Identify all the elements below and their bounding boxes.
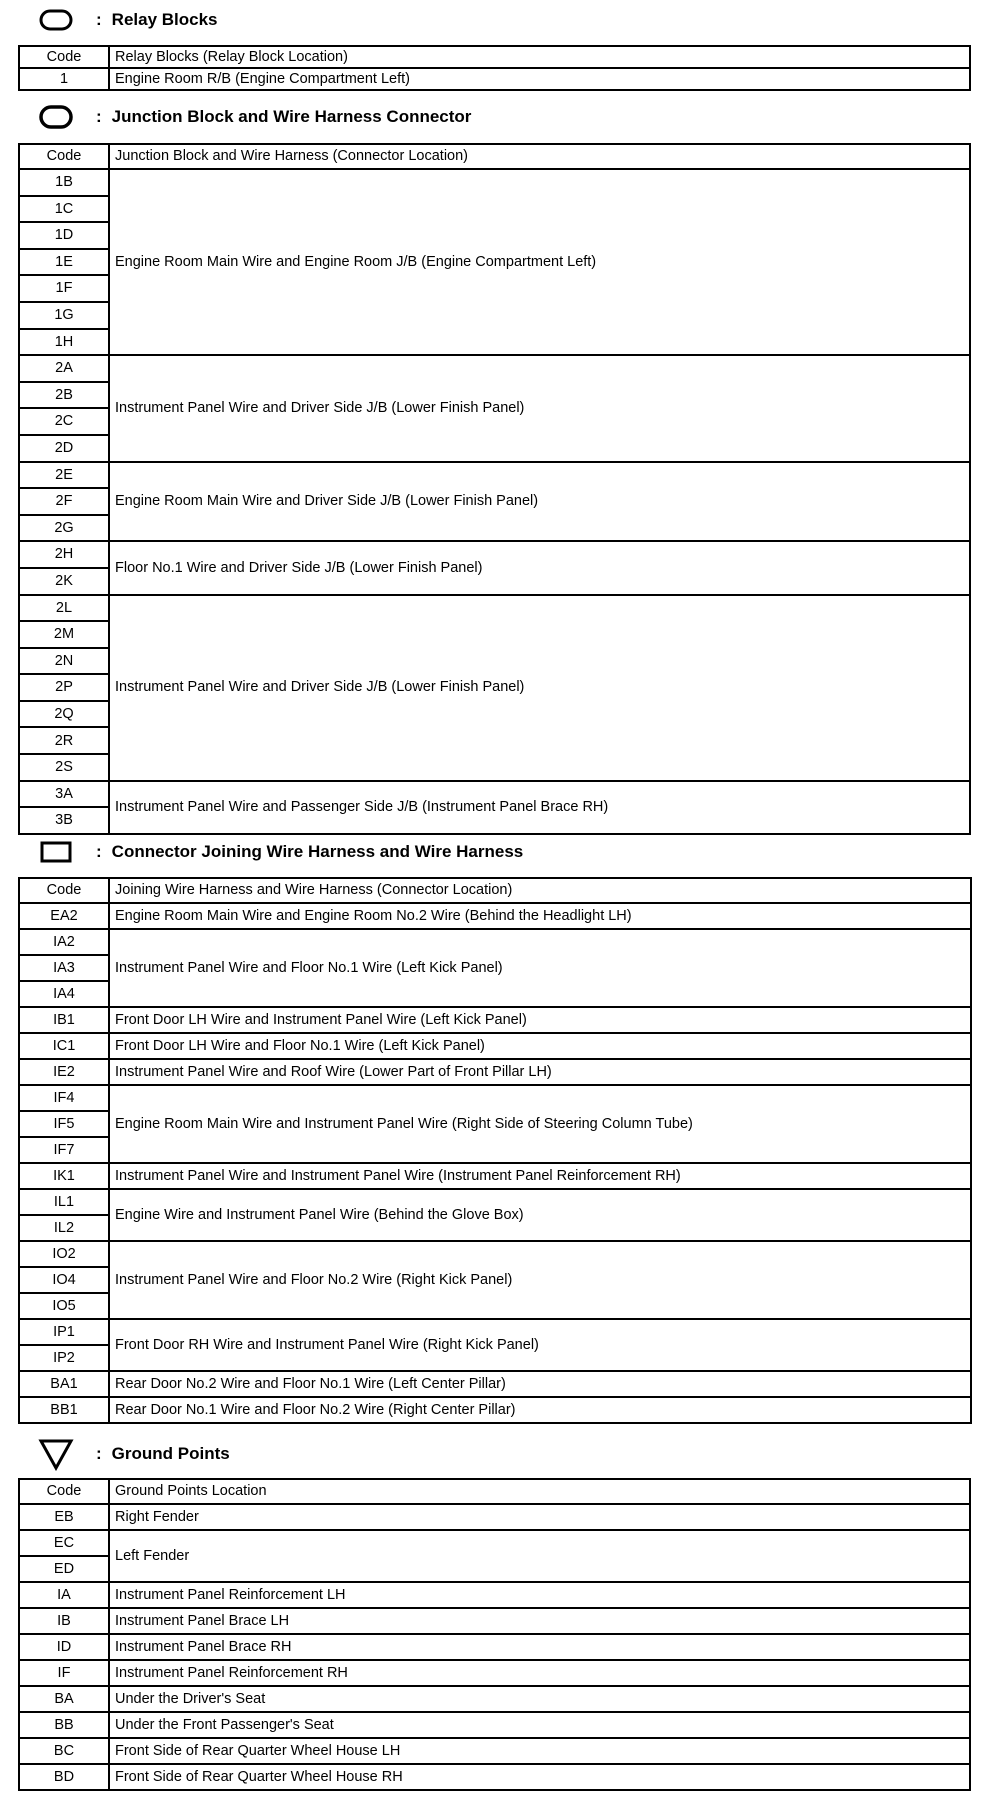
connector-code-cell: IA <box>19 1582 109 1608</box>
joining-section-header <box>38 838 523 866</box>
connector-code-cell: IL2 <box>19 1215 109 1241</box>
location-cell: Instrument Panel Wire and Passenger Side J/B (Instrument Panel Brace RH) <box>109 781 970 834</box>
ground-section-colon: : <box>96 1444 102 1463</box>
connector-code-cell: IA4 <box>19 981 109 1007</box>
relay-blocks-table <box>18 45 971 91</box>
location-cell: Floor No.1 Wire and Driver Side J/B (Lower Finish Panel) <box>109 541 970 594</box>
connector-code-cell: 1C <box>19 196 109 223</box>
table-row <box>19 1007 971 1033</box>
location-column-header: Relay Blocks (Relay Block Location) <box>109 46 970 68</box>
connector-code-cell: 3B <box>19 807 109 834</box>
junction-block-oval-icon <box>38 104 74 130</box>
table-row <box>19 1371 971 1397</box>
connector-code-cell: BB <box>19 1712 109 1738</box>
code-column-header: Code <box>19 46 109 68</box>
connector-code-cell: BD <box>19 1764 109 1790</box>
table-row <box>19 68 970 90</box>
table-row <box>19 1530 970 1556</box>
connector-code-cell: IB <box>19 1608 109 1634</box>
connector-code-cell: IO2 <box>19 1241 109 1267</box>
connector-code-cell: 2K <box>19 568 109 595</box>
connector-code-cell: IF <box>19 1660 109 1686</box>
location-cell: Front Door LH Wire and Floor No.1 Wire (Left Kick Panel) <box>109 1033 971 1059</box>
location-cell: Right Fender <box>109 1504 970 1530</box>
ground-points-table <box>18 1478 971 1791</box>
table-row <box>19 1634 970 1660</box>
location-cell: Engine Room Main Wire and Engine Room No.2 Wire (Behind the Headlight LH) <box>109 903 971 929</box>
connector-code-cell: IK1 <box>19 1163 109 1189</box>
connector-code-cell: ED <box>19 1556 109 1582</box>
table-row <box>19 1241 971 1267</box>
table-row <box>19 1033 971 1059</box>
location-cell: Under the Driver's Seat <box>109 1686 970 1712</box>
table-row <box>19 1163 971 1189</box>
location-cell: Front Door LH Wire and Instrument Panel Wire (Left Kick Panel) <box>109 1007 971 1033</box>
connector-code-cell: ID <box>19 1634 109 1660</box>
location-column-header: Joining Wire Harness and Wire Harness (Connector Location) <box>109 878 971 903</box>
location-cell: Engine Room R/B (Engine Compartment Left) <box>109 68 970 90</box>
location-cell: Instrument Panel Wire and Instrument Panel Wire (Instrument Panel Reinforcement RH) <box>109 1163 971 1189</box>
connector-code-cell: 2B <box>19 382 109 409</box>
connector-code-cell: IP2 <box>19 1345 109 1371</box>
connector-code-cell: IL1 <box>19 1189 109 1215</box>
location-cell: Engine Room Main Wire and Instrument Panel Wire (Right Side of Steering Column Tube) <box>109 1085 971 1163</box>
table-row <box>19 1504 970 1530</box>
table-row <box>19 1686 970 1712</box>
connector-code-cell: 1G <box>19 302 109 329</box>
location-cell: Instrument Panel Brace LH <box>109 1608 970 1634</box>
connector-code-cell: 2G <box>19 515 109 542</box>
connector-code-cell: BA <box>19 1686 109 1712</box>
connector-code-cell: 2L <box>19 595 109 622</box>
location-cell: Engine Room Main Wire and Engine Room J/B (Engine Compartment Left) <box>109 169 970 355</box>
connector-code-cell: 1F <box>19 275 109 302</box>
connector-code-cell: BC <box>19 1738 109 1764</box>
table-row <box>19 541 970 568</box>
table-row <box>19 1397 971 1423</box>
connector-code-cell: 1B <box>19 169 109 196</box>
table-row <box>19 169 970 196</box>
connector-code-cell: 1H <box>19 329 109 356</box>
location-cell: Under the Front Passenger's Seat <box>109 1712 970 1738</box>
table-row <box>19 355 970 382</box>
connector-code-cell: BB1 <box>19 1397 109 1423</box>
connector-joining-table <box>18 877 972 1424</box>
joining-section-title: Connector Joining Wire Harness and Wire Harness <box>111 842 524 861</box>
relay-block-oval-icon <box>38 8 74 32</box>
connector-code-cell: IO4 <box>19 1267 109 1293</box>
connector-code-cell: 2N <box>19 648 109 675</box>
connector-code-cell: IA2 <box>19 929 109 955</box>
ground-section-header <box>38 1437 230 1471</box>
location-cell: Front Side of Rear Quarter Wheel House LH <box>109 1738 970 1764</box>
junction-block-table <box>18 143 971 835</box>
table-row <box>19 1738 970 1764</box>
location-cell: Rear Door No.1 Wire and Floor No.2 Wire (Right Center Pillar) <box>109 1397 971 1423</box>
location-cell: Instrument Panel Reinforcement LH <box>109 1582 970 1608</box>
relay-section-colon: : <box>96 10 102 29</box>
junction-section-header <box>38 103 471 131</box>
connector-code-cell: 2H <box>19 541 109 568</box>
code-column-header: Code <box>19 144 109 169</box>
connector-code-cell: EC <box>19 1530 109 1556</box>
code-column-header: Code <box>19 878 109 903</box>
table-row <box>19 462 970 489</box>
connector-code-cell: EB <box>19 1504 109 1530</box>
table-row <box>19 1712 970 1738</box>
connector-square-icon <box>38 839 74 865</box>
location-column-header: Junction Block and Wire Harness (Connector Location) <box>109 144 970 169</box>
junction-section-colon: : <box>96 107 102 126</box>
connector-code-cell: 2C <box>19 408 109 435</box>
connector-code-cell: BA1 <box>19 1371 109 1397</box>
table-row <box>19 1608 970 1634</box>
connector-code-cell: IB1 <box>19 1007 109 1033</box>
table-row <box>19 1085 971 1111</box>
location-cell: Instrument Panel Brace RH <box>109 1634 970 1660</box>
location-cell: Instrument Panel Wire and Floor No.1 Wire (Left Kick Panel) <box>109 929 971 1007</box>
location-cell: Front Side of Rear Quarter Wheel House RH <box>109 1764 970 1790</box>
table-row <box>19 929 971 955</box>
connector-code-cell: 1D <box>19 222 109 249</box>
location-column-header: Ground Points Location <box>109 1479 970 1504</box>
location-cell: Engine Room Main Wire and Driver Side J/B (Lower Finish Panel) <box>109 462 970 542</box>
connector-code-cell: IF4 <box>19 1085 109 1111</box>
connector-code-cell: 3A <box>19 781 109 808</box>
code-column-header: Code <box>19 1479 109 1504</box>
table-row <box>19 1319 971 1345</box>
connector-code-cell: IP1 <box>19 1319 109 1345</box>
table-row <box>19 1764 970 1790</box>
table-row <box>19 1189 971 1215</box>
connector-code-cell: 2F <box>19 488 109 515</box>
connector-code-cell: IF5 <box>19 1111 109 1137</box>
relay-section-header <box>38 6 218 34</box>
ground-section-title: Ground Points <box>111 1444 230 1463</box>
table-row <box>19 1660 970 1686</box>
table-row <box>19 1582 970 1608</box>
location-cell: Instrument Panel Wire and Driver Side J/B (Lower Finish Panel) <box>109 355 970 461</box>
connector-code-cell: 2E <box>19 462 109 489</box>
location-cell: Instrument Panel Wire and Roof Wire (Lower Part of Front Pillar LH) <box>109 1059 971 1085</box>
connector-code-cell: IE2 <box>19 1059 109 1085</box>
connector-code-cell: 2D <box>19 435 109 462</box>
location-cell: Engine Wire and Instrument Panel Wire (Behind the Glove Box) <box>109 1189 971 1241</box>
connector-code-cell: 2R <box>19 727 109 754</box>
connector-code-cell: 2Q <box>19 701 109 728</box>
ground-point-triangle-icon <box>38 1437 74 1471</box>
table-row <box>19 903 971 929</box>
junction-section-title: Junction Block and Wire Harness Connector <box>111 107 472 126</box>
location-cell: Front Door RH Wire and Instrument Panel Wire (Right Kick Panel) <box>109 1319 971 1371</box>
table-row <box>19 1059 971 1085</box>
location-cell: Instrument Panel Wire and Floor No.2 Wire (Right Kick Panel) <box>109 1241 971 1319</box>
connector-code-cell: 2M <box>19 621 109 648</box>
connector-code-cell: 1 <box>19 68 109 90</box>
connector-code-cell: IO5 <box>19 1293 109 1319</box>
connector-code-cell: EA2 <box>19 903 109 929</box>
connector-code-cell: IA3 <box>19 955 109 981</box>
joining-section-colon: : <box>96 842 102 861</box>
connector-code-cell: IC1 <box>19 1033 109 1059</box>
connector-code-cell: IF7 <box>19 1137 109 1163</box>
table-row <box>19 595 970 622</box>
location-cell: Left Fender <box>109 1530 970 1582</box>
table-row <box>19 781 970 808</box>
connector-code-cell: 2P <box>19 674 109 701</box>
relay-section-title: Relay Blocks <box>111 10 218 29</box>
connector-code-cell: 2A <box>19 355 109 382</box>
connector-code-cell: 2S <box>19 754 109 781</box>
location-cell: Rear Door No.2 Wire and Floor No.1 Wire (Left Center Pillar) <box>109 1371 971 1397</box>
connector-code-cell: 1E <box>19 249 109 276</box>
location-cell: Instrument Panel Reinforcement RH <box>109 1660 970 1686</box>
location-cell: Instrument Panel Wire and Driver Side J/B (Lower Finish Panel) <box>109 595 970 781</box>
